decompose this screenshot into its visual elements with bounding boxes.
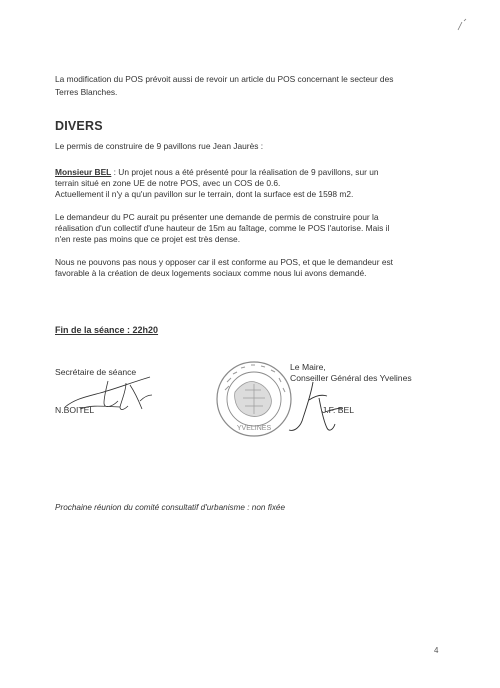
- para3-line-2: favorable à la création de deux logements sociaux comme nous lui avons demandé.: [55, 268, 367, 278]
- secretary-title: Secrétaire de séance: [55, 367, 137, 377]
- mayor-stamp: [215, 360, 293, 438]
- page-number: 4: [434, 646, 439, 655]
- para2-line-1: Le demandeur du PC aurait pu présenter une demande de permis de construire pour la: [55, 212, 379, 222]
- mayor-title: Le Maire,: [290, 362, 326, 372]
- end-of-session: Fin de la séance : 22h20: [55, 325, 159, 335]
- divers-lead: Le permis de construire de 9 pavillons rue Jean Jaurès :: [55, 141, 264, 151]
- next-meeting-note: Prochaine réunion du comité consultatif d'urbanisme : non fixée: [55, 503, 286, 512]
- para2-line-2: réalisation d'un collectif d'une hauteur de 15m au faîtage, comme le POS l'autorise. Mais il: [55, 223, 390, 233]
- mayor-name: J.F. BEL: [322, 405, 354, 415]
- para1-line-3: Actuellement il n'y a qu'un pavillon sur le terrain, dont la surface est de 1598 m2.: [55, 189, 354, 199]
- stamp-text: YVELINES: [236, 425, 272, 432]
- para1-line-1-text: : Un projet nous a été présenté pour la réalisation de 9 pavillons, sur un: [111, 167, 379, 177]
- intro-line-1: La modification du POS prévoit aussi de revoir un article du POS concernant le secteur des: [55, 74, 394, 84]
- mayor-office: Conseiller Général des Yvelines: [290, 373, 412, 383]
- secretary-name: N.BOITEL: [55, 405, 95, 415]
- para1-line-1: [55, 167, 379, 178]
- para2-line-3: n'en reste pas moins que ce projet est très dense.: [55, 234, 241, 244]
- para3-line-1: Nous ne pouvons pas nous y opposer car il est conforme au POS, et que le demandeur est: [55, 257, 393, 267]
- pen-mark: [456, 18, 470, 32]
- speaker-name: Monsieur BEL: [55, 167, 112, 177]
- intro-line-2: Terres Blanches.: [55, 87, 118, 97]
- section-heading-divers: DIVERS: [55, 119, 103, 133]
- para1-line-2: terrain situé en zone UE de notre POS, avec un COS de 0.6.: [55, 178, 281, 188]
